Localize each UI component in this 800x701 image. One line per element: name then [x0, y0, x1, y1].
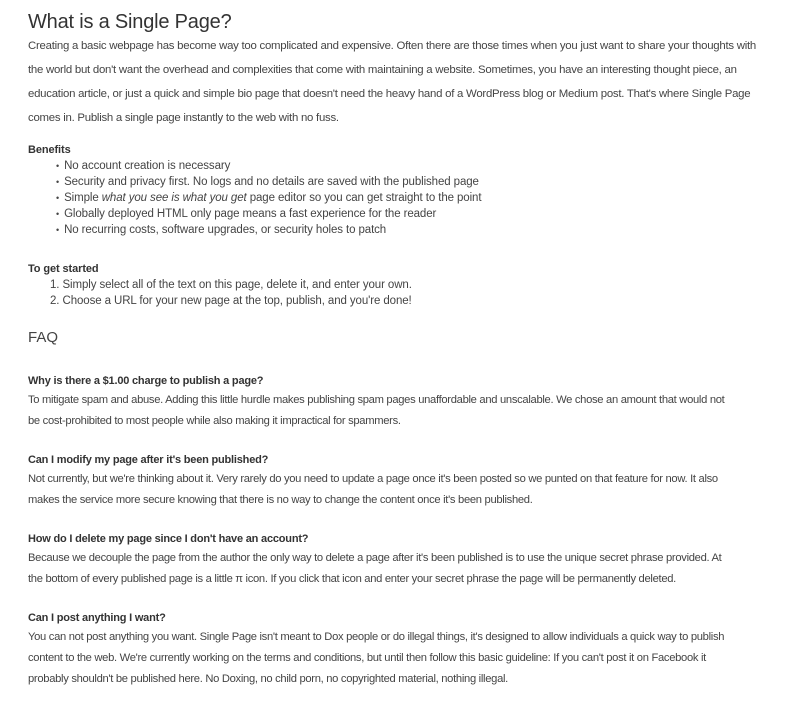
- intro-line: Creating a basic webpage has become way too complicated and expensive. Often there are those times when you just want to share your thoughts with: [28, 40, 756, 52]
- faq-item: [28, 530, 800, 590]
- answer-line: You can not post anything you want. Single Page isn't meant to Dox people or do illegal things, it's designed to allow individuals a quick way to publish: [28, 631, 725, 643]
- benefits-heading: Benefits: [28, 144, 71, 156]
- text: page editor so you can get straight to the point: [246, 192, 482, 204]
- answer-line: Not currently, but we're thinking about it. Very rarely do you need to update a page once it's been posted so we punted on that feature for now. It also: [28, 473, 718, 485]
- intro-line: the world but don't want the overhead and complexities that come with maintaining a website. Sometimes, you have an interesting thought piece, an: [28, 64, 737, 76]
- answer-line: Because we decouple the page from the author the only way to delete a page after it's been published is to use the unique secret phrase provided. At: [28, 552, 722, 564]
- list-item: 2. Choose a URL for your new page at the top, publish, and you're done!: [50, 295, 412, 307]
- list-item: • Globally deployed HTML only page means a fast experience for the reader: [28, 206, 800, 222]
- faq-question: Can I post anything I want?: [28, 612, 166, 624]
- faq-item: [28, 451, 800, 511]
- list-item: • No account creation is necessary: [28, 158, 800, 174]
- faq-answer: [28, 469, 800, 511]
- faq-item: [28, 609, 800, 690]
- faq-heading: FAQ: [28, 329, 59, 346]
- list-item: • No recurring costs, software upgrades, or security holes to patch: [28, 222, 800, 238]
- answer-line: content to the web. We're currently working on the terms and conditions, but until then follow this basic guideline: If you can't post it on Facebook it: [28, 652, 706, 664]
- faq-question: How do I delete my page since I don't have an account?: [28, 533, 309, 545]
- answer-line: makes the service more secure knowing that there is no way to change the content once it's been published.: [28, 494, 533, 506]
- benefits-list: [28, 158, 800, 238]
- answer-line: the bottom of every published page is a little π icon. If you click that icon and enter your secret phrase the page will be permanently deleted.: [28, 573, 676, 585]
- faq-answer: [28, 390, 800, 432]
- faq-item: [28, 372, 800, 432]
- answer-line: be cost-prohibited to most people while also making it impractical for spammers.: [28, 415, 401, 427]
- intro-line: comes in. Publish a single page instantly to the web with no fuss.: [28, 112, 339, 124]
- answer-line: To mitigate spam and abuse. Adding this little hurdle makes publishing spam pages unaffordable and unscalable. We chose an amount that would not: [28, 394, 725, 406]
- faq-question: Why is there a $1.00 charge to publish a page?: [28, 375, 264, 387]
- intro-paragraph: [28, 34, 800, 130]
- answer-line: probably shouldn't be published here. No Doxing, no child porn, no copyrighted material, nothing illegal.: [28, 673, 508, 685]
- faq-answer: [28, 627, 800, 690]
- list-item: [28, 190, 800, 206]
- intro-line: education article, or just a quick and simple bio page that doesn't need the heavy hand of a WordPress blog or Medium post. That's where Single Page: [28, 88, 751, 100]
- text: Simple: [64, 192, 102, 204]
- faq-question: Can I modify my page after it's been published?: [28, 454, 269, 466]
- faq-answer: [28, 548, 800, 590]
- list-item: • Security and privacy first. No logs and no details are saved with the published page: [28, 174, 800, 190]
- get-started-list: [28, 277, 800, 309]
- list-item: 1. Simply select all of the text on this page, delete it, and enter your own.: [50, 279, 412, 291]
- emphasis: what you see is what you get: [101, 192, 247, 204]
- get-started-heading: To get started: [28, 263, 99, 275]
- page-title: What is a Single Page?: [28, 11, 232, 33]
